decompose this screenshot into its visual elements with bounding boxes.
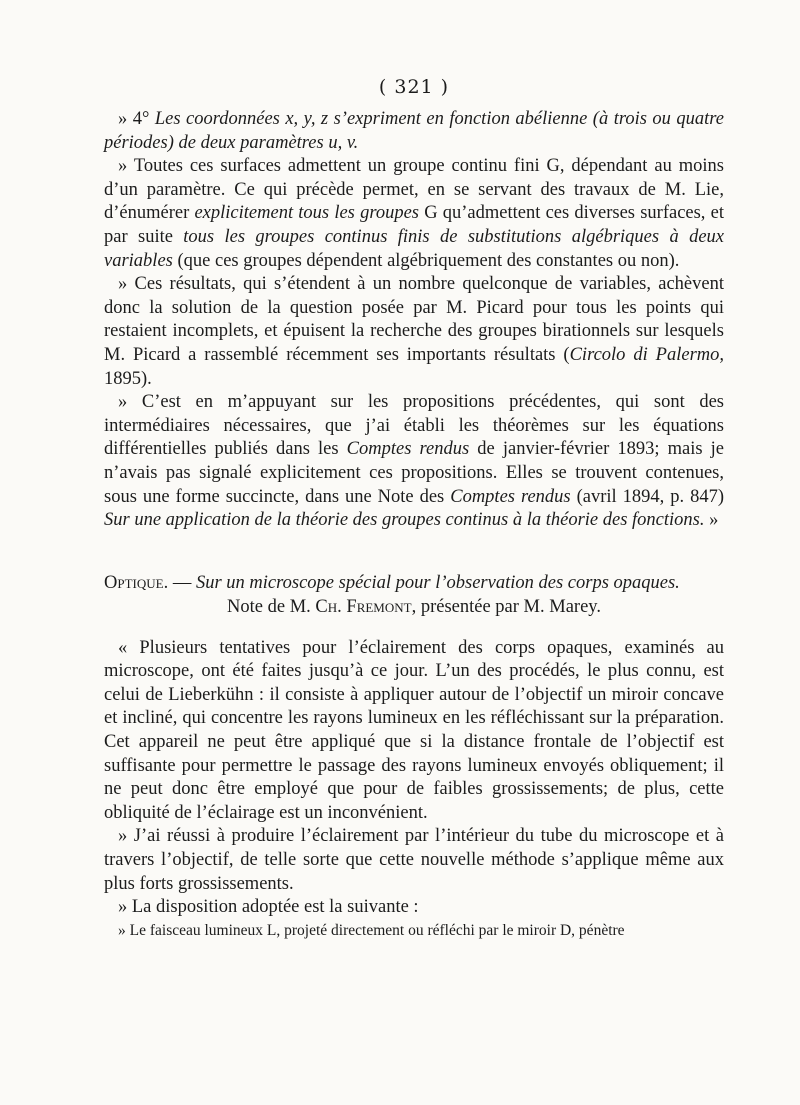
- para4-a: » C’est en m’appuyant sur les propositions précédentes, qui sont des intermédiaires nécessaires, que j’ai établi les théorèmes sur les équations différentielles publiés dans les: [104, 392, 724, 460]
- para3-a: » Ces résultats, qui s’étendent à un nombre quelconque de variables, achèvent donc la solution de la question posée par M. Picard pour tous les points qui restaient incomplets, et épuisent la recherche des groupes birationnels sur lesquels M. Picard a rassemblé récemment ses importants résultats (: [104, 274, 724, 365]
- paragraph-results: [104, 273, 724, 391]
- heading-dash: —: [168, 572, 196, 593]
- para2-c: G qu’admettent ces diverses surfaces, et par suite: [104, 203, 724, 247]
- author-name: Ch. Fremont: [315, 596, 412, 617]
- para1-lead: » 4°: [118, 109, 155, 129]
- para2-a: » Toutes ces surfaces admettent un groupe continu fini G, dépendant au moins d’un paramètre. Ce qui précède permet, en se servant des travaux de M. Lie, d’énumérer: [104, 156, 724, 224]
- para2-d: tous les groupes continus finis de substitutions algébriques à deux variables: [104, 226, 725, 271]
- page: [104, 76, 724, 942]
- para2-e: (que ces groupes dépendent algébriquement des constantes ou non).: [172, 250, 680, 271]
- para4-c: de janvier-février 1893; mais je n’avais pas signalé explicitement ces propositions. Elles se trouvent contenues, sous une forme succincte, dans une Note des: [104, 439, 725, 507]
- paragraph-propositions: [104, 391, 724, 533]
- para4-b: Comptes rendus: [346, 439, 470, 460]
- para4-e: (avril 1894, p. 847): [570, 486, 724, 507]
- paragraph-disposition: » La disposition adoptée est la suivante :: [118, 897, 419, 918]
- paragraph-surfaces: [104, 155, 724, 273]
- note-prefix: Note de M.: [227, 596, 316, 617]
- paragraph-method: » J’ai réussi à produire l’éclairement par l’intérieur du tube du microscope et à travers l’objectif, de telle sorte que cette nouvelle méthode s’applique même aux plus forts grossissements.: [104, 826, 724, 894]
- para4-g: »: [704, 510, 719, 531]
- author-line: [104, 595, 724, 619]
- para4-d: Comptes rendus: [450, 486, 571, 507]
- note-suffix: , présentée par M. Marey.: [411, 596, 601, 617]
- para2-b: explicitement tous les groupes: [194, 203, 419, 224]
- section-label: Optique.: [104, 572, 169, 593]
- paragraph-beam: » Le faisceau lumineux L, projeté directement ou réfléchi par le miroir D, pénètre: [118, 921, 625, 939]
- para3-b: Circolo di Palermo,: [569, 344, 724, 365]
- paragraph-attempts: « Plusieurs tentatives pour l’éclairement des corps opaques, examinés au microscope, ont été faites jusqu’à ce jour. L’un des procédés, le plus connu, est celui de Lieberkühn : il consiste à appliquer autour de l’objectif un miroir concave et incliné, qui concentre les rayons lumineux en les réfléchissant sur la préparation. Cet appareil ne peut être appliqué que si la distance frontale de l’objectif est suffisante pour permettre le passage des rayons lumineux envoyés obliquement; il ne peut donc être employé que pour de faibles grossissements; de plus, cette obliquité de l’éclairage est un inconvénient.: [104, 637, 724, 823]
- paragraph-4-coordinates: [104, 108, 724, 155]
- section-heading: [104, 571, 724, 595]
- para3-c: 1895).: [104, 368, 152, 389]
- article-title: Sur un microscope spécial pour l’observation des corps opaques.: [195, 572, 680, 593]
- para1-italic: Les coordonnées x, y, z s’expriment en fonction abélienne (à trois ou quatre périodes) de deux paramètres u, v.: [104, 109, 724, 153]
- para4-f: Sur une application de la théorie des groupes continus à la théorie des fonctions.: [104, 510, 705, 531]
- page-number: ( 321 ): [378, 76, 450, 98]
